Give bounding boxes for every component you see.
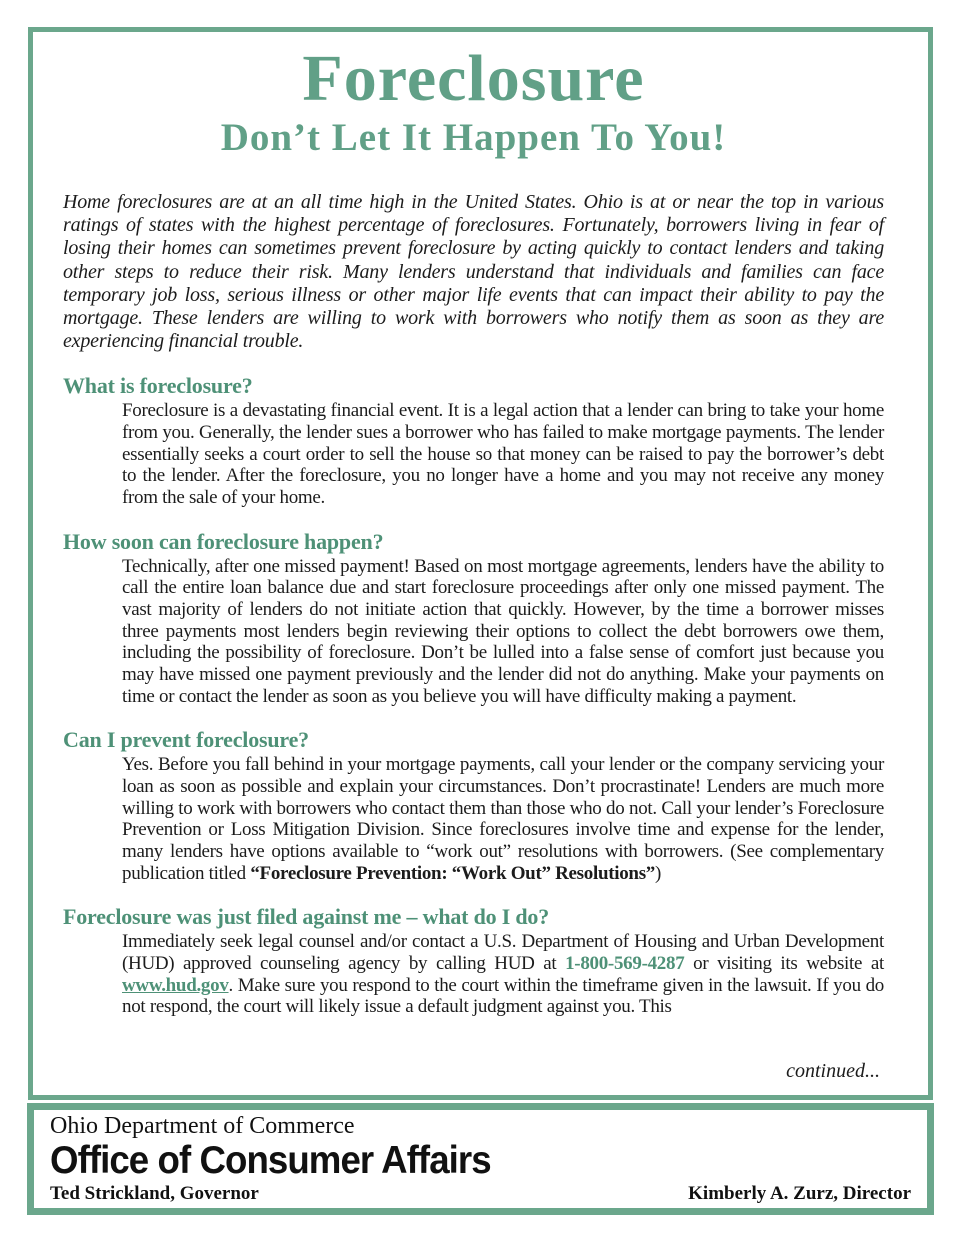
footer-office-name: Office of Consumer Affairs — [50, 1139, 491, 1183]
page-title: Foreclosure — [302, 42, 645, 115]
page-subtitle: Don’t Let It Happen To You! — [220, 116, 727, 159]
section-heading-what-is-foreclosure: What is foreclosure? — [63, 373, 253, 399]
intro-paragraph: Home foreclosures are at an all time high in the United States. Ohio is at or near the top in various ratings of states with the highest percentage of foreclosures. Fortunately, borrowers living in fear of losing their homes can sometimes prevent foreclosure by acting quickly to contact lenders and taking other steps to reduce their risk. Many lenders understand that individuals and families can face temporary job loss, serious illness or other major life events that can impact their ability to pay the mortgage. These lenders are willing to work with borrowers who notify them as soon as they are experiencing financial trouble. — [63, 190, 884, 353]
footer-director-name: Kimberly A. Zurz, Director — [688, 1183, 911, 1205]
footer-officials-row — [50, 1183, 911, 1205]
section-heading-just-filed: Foreclosure was just filed against me – what do I do? — [63, 904, 550, 930]
section-body-can-i-prevent: Yes. Before you fall behind in your mortgage payments, call your lender or the company servicing your loan as soon as possible and explain your circumstances. Don’t procrastinate! Lenders are much more willing to work with borrowers who contact them than those who do not. Call your lender’s Foreclosure Prevention or Loss Mitigation Division. Since foreclosures involve time and expense for the lender, many lenders have options available to “work out” resolutions with borrowers. (See complementary publication titled “Foreclosure Prevention: “Work Out” Resolutions”) — [122, 754, 884, 884]
section-heading-can-i-prevent: Can I prevent foreclosure? — [63, 727, 309, 753]
flyer-main-box — [28, 27, 933, 1100]
footer-box — [27, 1103, 934, 1215]
section-heading-how-soon: How soon can foreclosure happen? — [63, 528, 384, 554]
publication-title: “Foreclosure Prevention: “Work Out” Resolutions” — [250, 862, 655, 884]
section-body-how-soon: Technically, after one missed payment! Based on most mortgage agreements, lenders have the ability to call the entire loan balance due and start foreclosure proceedings after only one missed payment. The vast majority of lenders do not initiate action that quickly. However, by the time a borrower misses three payments most lenders begin reviewing their options to collect the debt borrowers owe them, including the possibility of foreclosure. Don’t be lulled into a false sense of comfort just because you may have missed one payment previously and the lender did not do anything. Make your payments on time or contact the lender as soon as you believe you will have difficulty making a payment. — [122, 555, 884, 707]
hud-phone-number: 1-800-569-4287 — [565, 953, 685, 975]
section-can-i-prevent — [63, 728, 884, 884]
section-just-filed — [63, 905, 884, 1018]
hud-website-link[interactable]: www.hud.gov — [122, 974, 229, 996]
section-body-just-filed: Immediately seek legal counsel and/or contact a U.S. Department of Housing and Urban Development (HUD) approved counseling agency by calling HUD at 1-800-569-4287 or visiting its website at www.hud.gov. Make sure you respond to the court within the timeframe given in the lawsuit. If you do not respond, the court will likely issue a default judgment against you. This — [122, 931, 884, 1018]
continued-label: continued... — [786, 1060, 880, 1082]
footer-governor-name: Ted Strickland, Governor — [50, 1183, 259, 1205]
section-what-is-foreclosure — [63, 374, 884, 508]
footer-agency-name: Ohio Department of Commerce — [50, 1113, 355, 1139]
flyer-content — [33, 32, 928, 1095]
section-body-what-is-foreclosure: Foreclosure is a devastating financial event. It is a legal action that a lender can bring to take your home from you. Generally, the lender sues a borrower who has failed to make mortgage payments. The lender essentially seeks a court order to sell the house so that money can be raised to pay the borrower’s debt to the lender. After the foreclosure, you no longer have a home and you may not receive any money from the sale of your home. — [122, 400, 884, 508]
section-how-soon — [63, 530, 884, 708]
